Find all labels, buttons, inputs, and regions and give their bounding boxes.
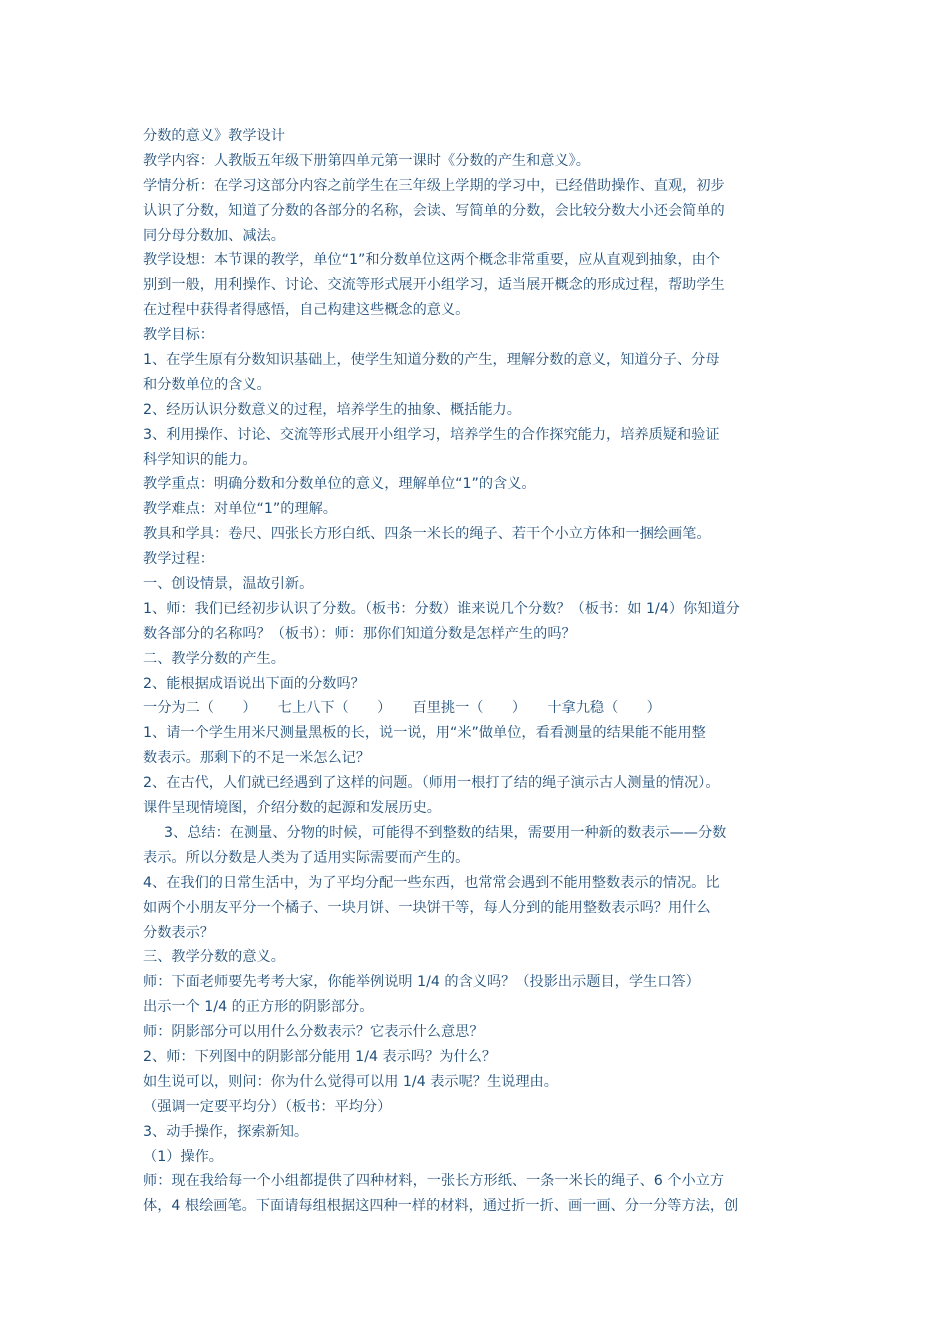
text-line: 如两个小朋友平分一个橘子、一块月饼、一块饼干等，每人分到的能用整数表示吗？用什么 bbox=[143, 899, 711, 916]
text-line: 教学重点：明确分数和分数单位的意义，理解单位“1”的含义。 bbox=[143, 476, 536, 493]
document-title: 分数的意义》教学设计 bbox=[143, 128, 285, 144]
text-line: 一分为二（ ） 七上八下（ ） 百里挑一（ ） 十拿九稳（ ） bbox=[143, 700, 661, 717]
text-line: 1、在学生原有分数知识基础上，使学生知道分数的产生，理解分数的意义，知道分子、分母 bbox=[143, 352, 720, 369]
text-line: 如生说可以，则问：你为什么觉得可以用 1/4 表示呢？生说理由。 bbox=[143, 1073, 558, 1090]
text-line: 3、总结：在测量、分物的时候，可能得不到整数的结果，需要用一种新的数表示——分数 bbox=[164, 824, 727, 841]
text-line: 别到一般，用利操作、讨论、交流等形式展开小组学习，适当展开概念的形成过程，帮助学生 bbox=[143, 277, 725, 294]
text-line: 3、利用操作、讨论、交流等形式展开小组学习，培养学生的合作探究能力，培养质疑和验证 bbox=[143, 426, 720, 443]
text-line: （强调一定要平均分）（板书：平均分） bbox=[143, 1098, 392, 1115]
text-line: 教具和学具：卷尺、四张长方形白纸、四条一米长的绳子、若干个小立方体和一捆绘画笔。 bbox=[143, 526, 711, 543]
text-line: 三、教学分数的意义。 bbox=[143, 949, 285, 966]
text-line: 教学内容：人教版五年级下册第四单元第一课时《分数的产生和意义》。 bbox=[143, 152, 590, 169]
document-body bbox=[143, 124, 807, 1219]
text-line: 2、能根据成语说出下面的分数吗？ bbox=[143, 675, 365, 692]
text-line: 1、请一个学生用米尺测量黑板的长，说一说，用“米”做单位，看看测量的结果能不能用整 bbox=[143, 725, 706, 742]
text-line: 4、在我们的日常生活中，为了平均分配一些东西，也常常会遇到不能用整数表示的情况。比 bbox=[143, 874, 720, 891]
text-line: 2、师：下列图中的阴影部分能用 1/4 表示吗？为什么？ bbox=[143, 1048, 497, 1065]
text-line: 1、师：我们已经初步认识了分数。（板书：分数）谁来说几个分数？（板书：如 1/4）你知道分 bbox=[143, 600, 740, 617]
text-line: 一、创设情景，温故引新。 bbox=[143, 576, 314, 593]
text-line: 数表示。那剩下的不足一米怎么记？ bbox=[143, 750, 371, 767]
text-line: 师：现在我给每一个小组都提供了四种材料，一张长方形纸、一条一米长的绳子、6 个小立方 bbox=[143, 1173, 725, 1190]
text-line: 师：下面老师要先考考大家，你能举例说明 1/4 的含义吗？（投影出示题目，学生口答） bbox=[143, 974, 700, 991]
text-line: 同分母分数加、减法。 bbox=[143, 227, 285, 244]
text-line: 2、经历认识分数意义的过程，培养学生的抽象、概括能力。 bbox=[143, 401, 521, 418]
text-line: 和分数单位的含义。 bbox=[143, 376, 271, 393]
text-line: 二、教学分数的产生。 bbox=[143, 650, 285, 667]
text-line: 2、在古代，人们就已经遇到了这样的问题。（师用一根打了结的绳子演示古人测量的情况）。 bbox=[143, 775, 720, 792]
text-line: 教学过程： bbox=[143, 551, 214, 568]
text-line: 分数表示？ bbox=[143, 924, 214, 941]
text-line: 教学设想：本节课的教学，单位“1”和分数单位这两个概念非常重要，应从直观到抽象，由个 bbox=[143, 252, 721, 269]
text-line: 在过程中获得者得感悟，自己构建这些概念的意义。 bbox=[143, 302, 470, 319]
text-line: 3、动手操作，探索新知。 bbox=[143, 1123, 309, 1140]
text-line: 体，4 根绘画笔。下面请每组根据这四种一样的材料，通过折一折、画一画、分一分等方法，创 bbox=[143, 1198, 739, 1215]
text-line: 表示。所以分数是人类为了适用实际需要而产生的。 bbox=[143, 849, 470, 866]
text-line: 数各部分的名称吗？（板书）：师：那你们知道分数是怎样产生的吗？ bbox=[143, 625, 576, 642]
text-line: 认识了分数，知道了分数的各部分的名称，会读、写简单的分数，会比较分数大小还会简单的 bbox=[143, 202, 725, 219]
text-line: 教学难点：对单位“1”的理解。 bbox=[143, 501, 337, 518]
text-line: 科学知识的能力。 bbox=[143, 451, 257, 468]
text-line: 出示一个 1/4 的正方形的阴影部分。 bbox=[143, 999, 374, 1016]
text-line: 学情分析：在学习这部分内容之前学生在三年级上学期的学习中，已经借助操作、直观，初步 bbox=[143, 177, 725, 194]
text-line: （1）操作。 bbox=[143, 1148, 223, 1165]
text-line: 师：阴影部分可以用什么分数表示？它表示什么意思？ bbox=[143, 1024, 484, 1041]
text-line: 教学目标： bbox=[143, 327, 214, 344]
text-line: 课件呈现情境图，介绍分数的起源和发展历史。 bbox=[143, 800, 441, 817]
